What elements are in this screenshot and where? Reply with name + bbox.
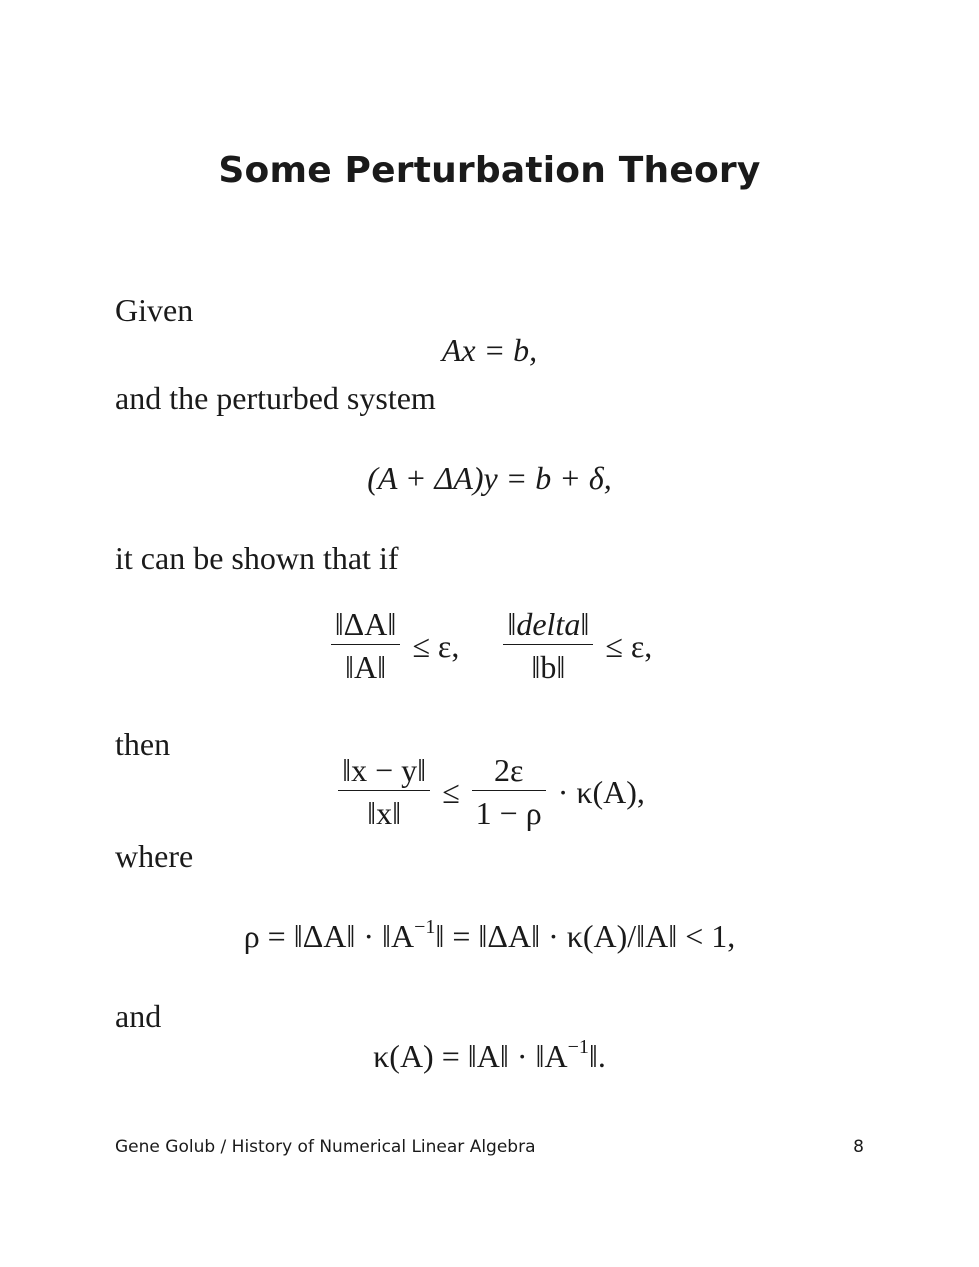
text-shown: it can be shown that if (115, 540, 399, 576)
fraction-cond1-denominator: ‖A‖ (344, 649, 387, 685)
bound-tail: · κ(A), (557, 773, 645, 810)
equation-kappa-definition (0, 1036, 979, 1074)
equation-system-text: Ax = b, (441, 332, 538, 368)
rho-definition-exponent: −1 (414, 916, 436, 938)
fraction-cond1-numerator: ‖ΔA‖ (331, 608, 401, 645)
rho-definition-part-b: ‖ = ‖ΔA‖ · κ(A)/‖A‖ < 1, (435, 918, 736, 954)
fraction-bound-rhs-numerator: 2ε (472, 754, 546, 791)
fraction-bound-lhs (338, 754, 430, 829)
text-given: Given (115, 292, 194, 328)
text-then: then (115, 726, 171, 762)
relation-bound: ≤ (442, 773, 460, 810)
page-number: 8 (853, 1137, 864, 1157)
fraction-bound-lhs-denominator: ‖x‖ (367, 795, 402, 831)
relation-cond1: ≤ ε, (412, 627, 460, 664)
equation-perturbed-text: (A + ΔA)y = b + δ, (367, 460, 612, 496)
equation-perturbed (0, 462, 979, 494)
equation-rho-definition (0, 916, 979, 954)
fraction-cond2-denominator: ‖b‖ (531, 649, 566, 685)
kappa-definition-part-b: ‖. (588, 1038, 606, 1074)
text-where: where (115, 838, 194, 874)
kappa-definition-exponent: −1 (567, 1036, 589, 1058)
text-and: and (115, 998, 162, 1034)
fraction-cond2 (503, 608, 593, 683)
equation-system (0, 334, 979, 366)
page-title: Some Perturbation Theory (218, 150, 761, 191)
kappa-definition-part-a: κ(A) = ‖A‖ · ‖A (373, 1038, 568, 1074)
equation-bound (0, 754, 979, 829)
fraction-bound-lhs-numerator: ‖x − y‖ (338, 754, 430, 791)
rho-definition-part-a: ρ = ‖ΔA‖ · ‖A (243, 918, 415, 954)
fraction-cond2-numerator: ‖delta‖ (503, 608, 593, 645)
relation-cond2: ≤ ε, (605, 627, 653, 664)
footer-citation: Gene Golub / History of Numerical Linear Algebra (115, 1137, 536, 1157)
fraction-bound-rhs (472, 754, 546, 829)
fraction-bound-rhs-denominator: 1 − ρ (475, 795, 542, 831)
text-perturbed-intro: and the perturbed system (115, 380, 436, 416)
fraction-cond1 (331, 608, 401, 683)
equation-conditions (0, 608, 979, 683)
